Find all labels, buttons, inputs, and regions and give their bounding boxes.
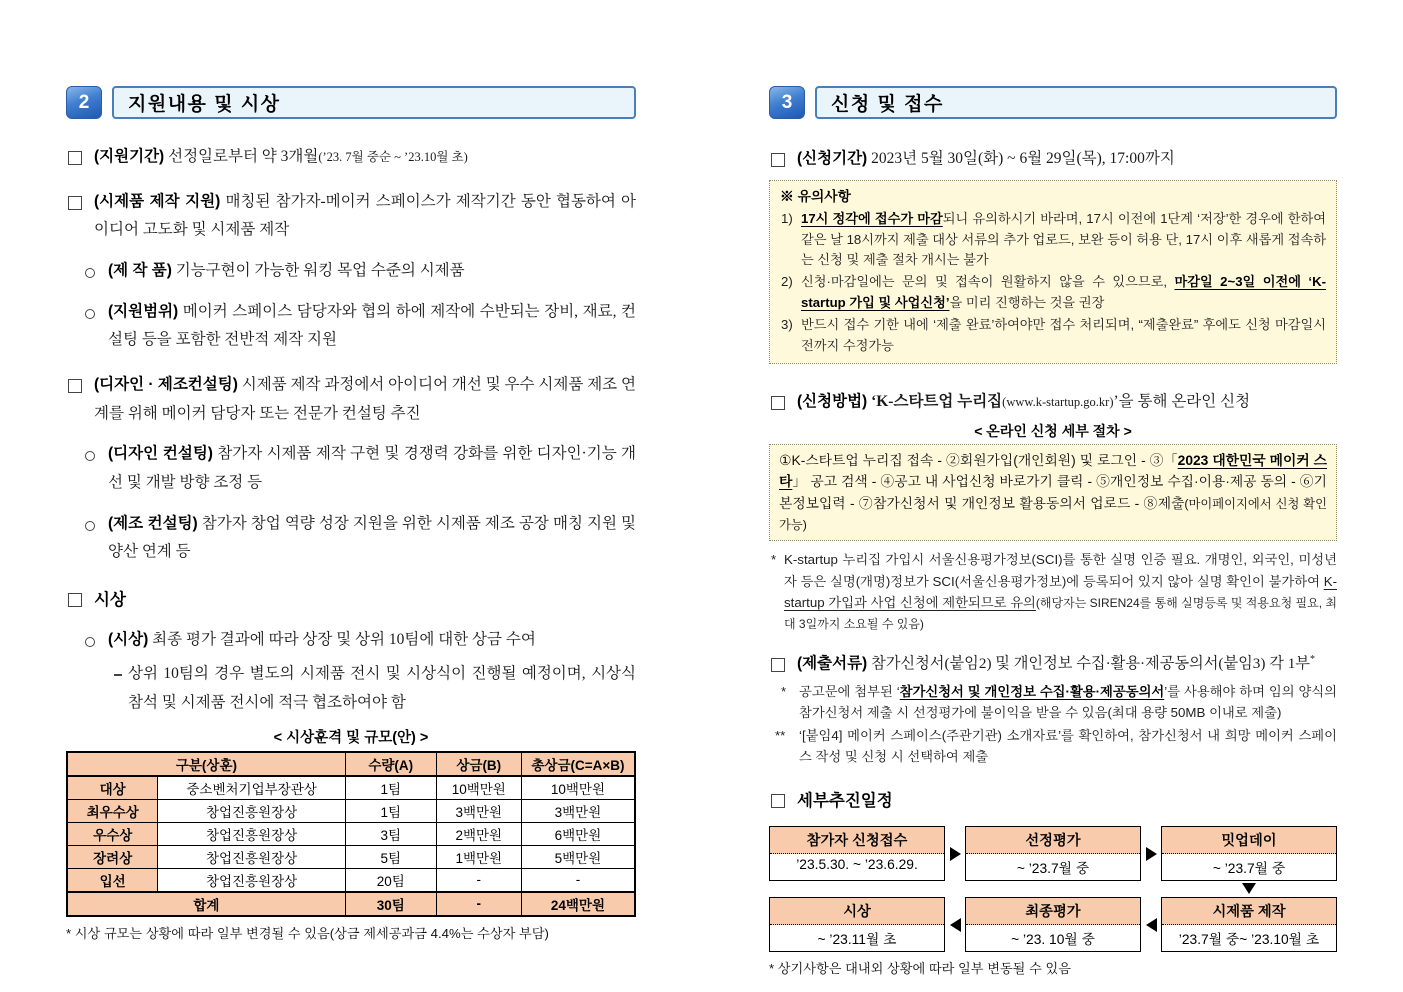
circle-bullet-icon xyxy=(85,309,95,319)
item-text: 참가자 창업 역량 성장 지원을 위한 시제품 제조 공장 매칭 지원 및 양산 연계 등 xyxy=(108,514,636,561)
grade-cell: 입선 xyxy=(67,868,158,892)
method-text: ’을 통해 온라인 신청 xyxy=(1113,393,1251,411)
table-header-row xyxy=(67,752,635,776)
arrow-down-icon xyxy=(1161,881,1337,897)
circle-bullet-icon xyxy=(85,521,95,531)
note-text: 공고문에 첨부된 ‘ xyxy=(799,684,900,700)
apply-period-item xyxy=(769,145,1337,174)
awards-subnote xyxy=(112,660,636,717)
item-label: (신청방법) xyxy=(797,393,868,411)
section-2-title: 지원내용 및 시상 xyxy=(112,86,636,119)
sci-note xyxy=(769,549,1337,634)
item-text: 기능구현이 가능한 워킹 목업 수준의 시제품 xyxy=(175,262,465,280)
item-label: (신청기간) xyxy=(797,150,868,167)
procedure-box xyxy=(769,444,1337,542)
flow-box-apply xyxy=(769,826,945,881)
notice-text: 반드시 접수 기한 내에 ‘제출 완료’하여야만 접수 처리되며, “제출완료” 후에도 신청 마감일시 전까지 수정가능 xyxy=(801,317,1326,353)
flow-box-title: 선정평가 xyxy=(966,827,1140,854)
qty-cell: 3팀 xyxy=(345,822,436,845)
prize-cell: 3백만원 xyxy=(436,799,521,822)
notice-item-3 xyxy=(780,315,1326,356)
qty-cell: 1팀 xyxy=(345,799,436,822)
square-bullet-icon xyxy=(771,153,785,167)
arrow-right-icon xyxy=(945,826,965,881)
item-text: 선정일로부터 약 3개월 xyxy=(168,148,319,165)
schedule-heading xyxy=(769,786,1337,817)
item-label: (시제품 제작 지원) xyxy=(94,192,221,210)
flow-box-title: 시제품 제작 xyxy=(1162,898,1336,925)
square-bullet-icon xyxy=(771,794,785,808)
notice-title: ※ 유의사항 xyxy=(780,188,851,204)
item-text: 참가신청서(붙임2) 및 개인정보 수집·활용·제공동의서(붙임3) 각 1부 xyxy=(871,655,1310,673)
prize-cell: - xyxy=(436,892,521,916)
table-row xyxy=(67,868,635,892)
qty-cell: 1팀 xyxy=(345,776,436,800)
item-text: 시제품 제작 과정에서 아이디어 개선 및 우수 시제품 제조 연계를 위해 메이커 담당자 또는 전문가 컨설팅 추진 xyxy=(94,376,636,422)
support-period-item xyxy=(66,143,636,172)
procedure-caption: < 온라인 신청 세부 절차 > xyxy=(974,422,1132,439)
award-table-caption: < 시상훈격 및 규모(안) > xyxy=(273,729,429,746)
method-site-url: (www.k-startup.go.kr) xyxy=(1002,395,1114,410)
support-scope-item xyxy=(82,298,636,355)
circle-bullet-icon xyxy=(85,268,95,278)
item-label: (제 작 품) xyxy=(108,262,172,280)
double-asterisk-marker: ** xyxy=(775,728,786,744)
sci-note-underline: K-startup 가입과 사업 신청에 제한되므로 유의 xyxy=(784,573,1337,610)
design-consulting-item xyxy=(82,440,636,497)
notice-item-number: 3) xyxy=(781,317,793,333)
col-header-quantity: 수량(A) xyxy=(345,752,436,776)
method-site-name: ‘K-스타트업 누리집 xyxy=(871,393,1003,411)
qty-cell: 20팀 xyxy=(345,868,436,892)
award-table-footnote: * 시상 규모는 상황에 따라 일부 변경될 수 있음(상금 제세공과금 4.4%는 수상자 부담) xyxy=(66,925,549,941)
flow-box-prototype xyxy=(1161,897,1337,952)
item-label: (제조 컨설팅) xyxy=(108,514,198,532)
award-cell: 중소벤처기업부장관상 xyxy=(158,776,345,800)
qty-cell: 30팀 xyxy=(345,892,436,916)
circle-bullet-icon xyxy=(85,637,95,647)
square-bullet-icon xyxy=(771,396,785,410)
col-header-prize: 상금(B) xyxy=(436,752,521,776)
table-row xyxy=(67,845,635,868)
item-label: (지원기간) xyxy=(94,148,165,165)
item-label: (시상) xyxy=(108,630,149,648)
apply-method-item xyxy=(769,388,1337,417)
grade-cell: 최우수상 xyxy=(67,799,158,822)
award-table xyxy=(66,751,636,917)
prize-cell: 2백만원 xyxy=(436,822,521,845)
asterisk-marker: * xyxy=(781,684,787,700)
award-cell: 창업진흥원장상 xyxy=(158,845,345,868)
notice-box xyxy=(769,180,1337,365)
square-bullet-icon xyxy=(771,658,785,672)
section-3-badge: 3 xyxy=(769,86,805,119)
flow-box-date: ~ ’23.7월 중 xyxy=(1016,861,1090,877)
item-text: 메이커 스페이스 담당자와 협의 하에 제작에 수반되는 장비, 재료, 컨설팅 등을 포함한 전반적 제작 지원 xyxy=(108,302,636,349)
prize-cell: 1백만원 xyxy=(436,845,521,868)
item-text: 매칭된 참가자-메이커 스페이스가 제작기간 동안 협동하여 아이디어 고도화 및 시제품 제작 xyxy=(94,192,637,239)
item-text: 최종 평가 결과에 따라 상장 및 상위 10팀에 대한 상금 수여 xyxy=(152,630,536,648)
note-text: ’를 사용해야 하며 임의 양식의 참가신청서 제출 시 선정평가에 불이익을 받을 수 있음(최대 용량 50MB 이내로 제출) xyxy=(799,684,1337,720)
notice-item-number: 2) xyxy=(781,274,793,290)
procedure-text: ①K-스타트업 누리집 접속 - ②회원가입(개인회원) 및 로그인 - ③「 xyxy=(779,452,1178,468)
total-cell: 3백만원 xyxy=(521,799,635,822)
grade-cell: 대상 xyxy=(67,776,158,800)
item-label: (디자인 · 제조컨설팅) xyxy=(94,376,238,394)
item-label: (디자인 컨설팅) xyxy=(108,445,213,463)
flow-box-date: ~ ’23.7월 중 xyxy=(1212,861,1286,877)
flow-box-title: 시상 xyxy=(770,898,944,925)
flow-box-meetup xyxy=(1161,826,1337,881)
flow-box-date: ~ ’23. 10월 중 xyxy=(1011,932,1095,948)
flow-box-date: ’23.5.30. ~ ’23.6.29. xyxy=(796,857,918,873)
section-3-title: 신청 및 접수 xyxy=(815,86,1337,119)
awards-item xyxy=(82,626,636,655)
section-2-header xyxy=(66,86,636,119)
item-text: 참가자 시제품 제작 구현 및 경쟁력 강화를 위한 디자인·기능 개선 및 개발 방향 조정 등 xyxy=(108,445,636,492)
section-3-header xyxy=(769,86,1337,119)
col-header-category: 구분(상훈) xyxy=(67,752,345,776)
section-2-badge: 2 xyxy=(66,86,102,119)
total-cell: 10백만원 xyxy=(521,776,635,800)
square-bullet-icon xyxy=(68,151,82,165)
procedure-text-emphasis: 2023 대한민국 메이커 스타 xyxy=(779,452,1327,490)
procedure-text-small: (마이페이지에서 신청 확인 가능) xyxy=(779,496,1327,533)
prize-cell: 10백만원 xyxy=(436,776,521,800)
arrow-right-icon xyxy=(1141,826,1161,881)
awards-heading xyxy=(66,585,636,616)
arrow-left-icon xyxy=(1141,897,1161,952)
flow-box-final-eval xyxy=(965,897,1141,952)
schedule-footnote: * 상기사항은 대내외 상황에 따라 일부 변동될 수 있음 xyxy=(769,961,1071,977)
notice-text: 신청·마감일에는 문의 및 접속이 원활하지 않을 수 있으므로, xyxy=(801,274,1175,290)
notice-text-emphasis: 마감일 2~3일 이전에 ‘K-startup 가입 및 사업신청’ xyxy=(801,274,1326,310)
notice-text: 을 미리 진행하는 것을 권장 xyxy=(949,294,1105,310)
flow-box-award xyxy=(769,897,945,952)
flow-box-title: 참가자 신청접수 xyxy=(770,827,944,854)
total-cell: - xyxy=(521,868,635,892)
flow-box-selection xyxy=(965,826,1141,881)
item-text: 2023년 5월 30일(화) ~ 6월 29일(목), 17:00까지 xyxy=(871,150,1175,167)
col-header-total: 총상금(C=A×B) xyxy=(521,752,635,776)
product-item xyxy=(82,257,636,286)
item-label: (지원범위) xyxy=(108,302,179,320)
table-row xyxy=(67,776,635,800)
sci-note-small: (해당자는 SIREN24를 통해 실명등록 및 적용요청 필요, 최대 3일까지 소요될 수 있음) xyxy=(784,595,1337,632)
award-cell: 창업진흥원장상 xyxy=(158,868,345,892)
right-page-column xyxy=(769,86,1337,977)
note-text-emphasis: 참가신청서 및 개인정보 수집·활용·제공동의서 xyxy=(899,684,1165,700)
prototype-support-item xyxy=(66,188,636,245)
superscript-asterisk: * xyxy=(1309,654,1315,666)
grade-cell: 우수상 xyxy=(67,822,158,845)
notice-item-2 xyxy=(780,272,1326,313)
total-label-cell: 합계 xyxy=(67,892,345,916)
manufacturing-consulting-item xyxy=(82,510,636,567)
notice-text-emphasis: 17시 정각에 접수가 마감 xyxy=(801,211,943,227)
item-text: 상위 10팀의 경우 별도의 시제품 전시 및 시상식이 진행될 예정이며, 시상식 참석 및 시제품 전시에 적극 협조하여야 함 xyxy=(128,665,636,712)
flow-box-date: ~ ’23.11월 초 xyxy=(817,932,897,948)
table-row xyxy=(67,799,635,822)
qty-cell: 5팀 xyxy=(345,845,436,868)
note-text: ‘[붙임4] 메이커 스페이스(주관기관) 소개자료’를 확인하여, 참가신청서 내 희망 메이커 스페이스 작성 및 신청 시 선택하여 제출 xyxy=(799,728,1337,764)
asterisk-marker: * xyxy=(771,552,777,568)
notice-item-1 xyxy=(780,209,1326,270)
documents-item xyxy=(769,650,1337,679)
total-cell: 5백만원 xyxy=(521,845,635,868)
total-cell: 6백만원 xyxy=(521,822,635,845)
flow-box-date: ’23.7월 중~ ’23.10월 초 xyxy=(1178,932,1320,948)
flow-box-title: 밋업데이 xyxy=(1162,827,1336,854)
square-bullet-icon xyxy=(68,196,82,210)
award-cell: 창업진흥원장상 xyxy=(158,799,345,822)
item-label: (제출서류) xyxy=(797,655,868,673)
notice-item-number: 1) xyxy=(781,211,793,227)
sci-note-text: K-startup 누리집 가입시 서울신용평가정보(SCI)를 통한 실명 인증 필요. 개명인, 외국인, 미성년자 등은 실명(개명)정보가 SCI(서울신용평가정보)에 등록되어 있지 않아 실명 확인이 불가하여 xyxy=(784,552,1337,589)
documents-note-2 xyxy=(769,726,1337,767)
dash-bullet-icon xyxy=(114,674,122,676)
square-bullet-icon xyxy=(68,379,82,393)
grade-cell: 장려상 xyxy=(67,845,158,868)
heading-label: 시상 xyxy=(94,591,126,610)
table-row xyxy=(67,822,635,845)
notice-text: 되니 유의하시기 바라며, 17시 이전에 1단계 ‘저장’한 경우에 한하여 같은 날 18시까지 제출 대상 서류의 추가 업로드, 보완 등이 허용 단, 17시 이후 새롭게 접속하는 신청 및 제출 절차 개시는 불가 xyxy=(801,211,1326,267)
documents-note-1 xyxy=(769,682,1337,723)
total-cell: 24백만원 xyxy=(521,892,635,916)
table-total-row xyxy=(67,892,635,916)
consulting-item xyxy=(66,371,636,428)
left-page-column xyxy=(66,86,636,942)
square-bullet-icon xyxy=(68,593,82,607)
award-cell: 창업진흥원장상 xyxy=(158,822,345,845)
prize-cell: - xyxy=(436,868,521,892)
schedule-flowchart xyxy=(769,826,1337,952)
arrow-left-icon xyxy=(945,897,965,952)
flow-box-title: 최종평가 xyxy=(966,898,1140,925)
item-text-small: (’23. 7월 중순 ~ ’23.10월 초) xyxy=(318,150,468,164)
procedure-text: 」 공고 검색 - ④공고 내 사업신청 바로가기 클릭 - ⑤개인정보 수집·이용·제공 동의 - ⑥기본정보입력 - ⑦참가신청서 및 개인정보 활용동의서 업로드 - ⑧제출 xyxy=(779,474,1327,511)
heading-label: 세부추진일정 xyxy=(797,791,893,810)
circle-bullet-icon xyxy=(85,451,95,461)
